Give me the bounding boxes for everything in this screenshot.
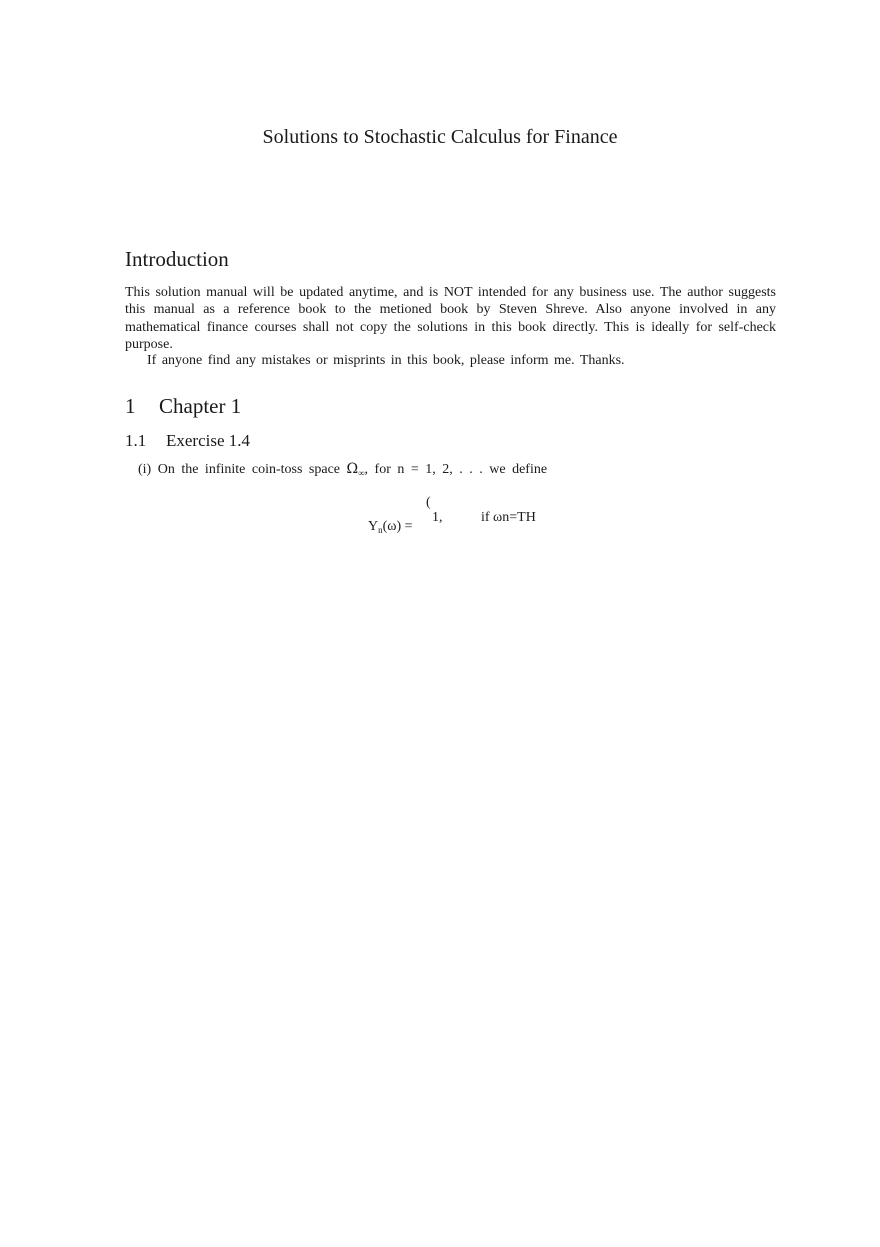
equation-lhs-rest: (ω) = — [382, 519, 413, 534]
chapter-number: 1 — [125, 394, 136, 418]
exercise-item — [138, 461, 547, 478]
section-title: Exercise 1.4 — [166, 431, 251, 450]
introduction-heading: Introduction — [125, 247, 229, 271]
introduction-paragraph: This solution manual will be updated anytime, and is NOT intended for any business use. The author suggests this manual as a reference book to the metioned book by Steven Shreve. Also anyone involved in any mathematical finance courses shall not copy the solutions in this book directly. This is ideally for self-check purpose. — [125, 285, 776, 353]
equation-brace: ( — [426, 495, 431, 510]
section-heading — [125, 431, 250, 451]
omega-symbol: Ω — [346, 461, 359, 477]
equation-value: 1, — [432, 510, 443, 525]
omega-subscript: ∞ — [358, 468, 365, 478]
equation-y-subscript: n — [378, 525, 383, 535]
chapter-heading — [125, 394, 241, 419]
equation-condition: if ωn=TH — [481, 510, 536, 525]
item-label: (i) — [138, 462, 152, 477]
chapter-title: Chapter 1 — [159, 394, 242, 418]
introduction-paragraph-2: If anyone find any mistakes or misprints in this book, please inform me. Thanks. — [147, 353, 625, 368]
item-text-after: , for n = 1, 2, . . . we define — [364, 462, 548, 477]
item-text-before: On the infinite coin-toss space — [157, 462, 341, 477]
equation-lhs — [368, 519, 413, 535]
section-number: 1.1 — [125, 431, 147, 450]
equation-y: Y — [368, 519, 379, 534]
document-title: Solutions to Stochastic Calculus for Finance — [262, 126, 618, 148]
